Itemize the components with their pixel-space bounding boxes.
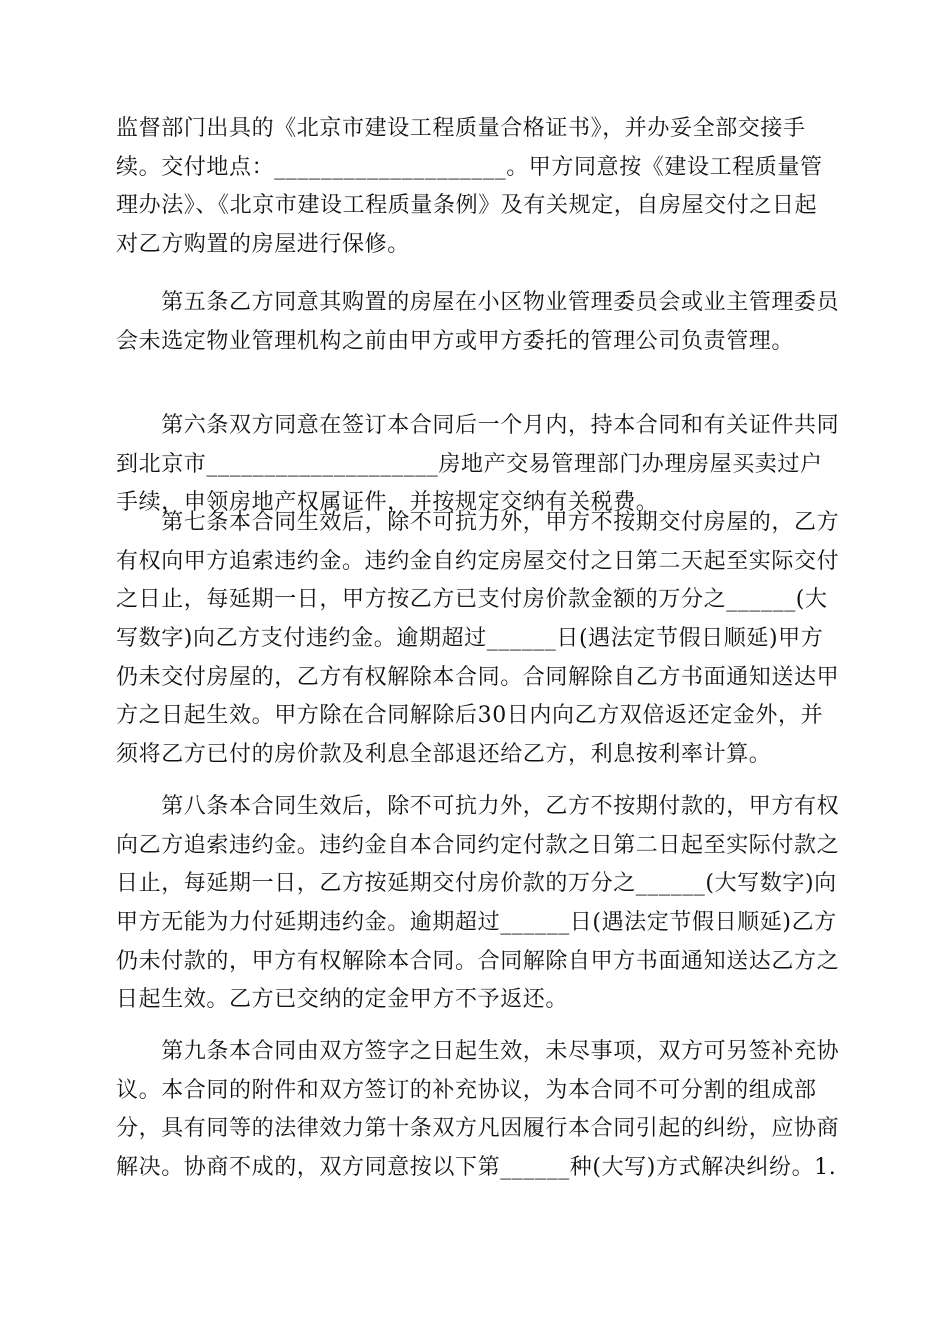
text-line: 写数字)向乙方支付违约金。逾期超过______日(遇法定节假日顺延)甲方 (116, 626, 824, 652)
text-line: 对乙方购置的房屋进行保修。 (116, 232, 410, 258)
text-line: 仍未付款的，甲方有权解除本合同。合同解除自甲方书面通知送达乙方之 (116, 948, 840, 974)
text-line: 须将乙方已付的房价款及利息全部退还给乙方，利息按利率计算。 (116, 742, 772, 768)
paragraph-article-9 (116, 1033, 840, 1188)
text-line: 续。交付地点：____________________。甲方同意按《建设工程质量管 (116, 154, 823, 180)
text-line: 甲方无能为力付延期违约金。逾期超过______日(遇法定节假日顺延)乙方 (116, 910, 837, 936)
text-line: 第七条本合同生效后，除不可抗力外，甲方不按期交付房屋的，乙方 (116, 510, 840, 535)
text-line: 向乙方追索违约金。违约金自本合同约定付款之日第二日起至实际付款之 (116, 832, 840, 858)
text-line: 分，具有同等的法律效力第十条双方凡因履行本合同引起的纠纷，应协商 (116, 1116, 840, 1142)
paragraph-article-7 (116, 504, 840, 775)
text-line: 解决。协商不成的，双方同意按以下第______种(大写)方式解决纠纷。1. (116, 1155, 837, 1181)
text-line: 到北京市____________________房地产交易管理部门办理房屋买卖过户 (116, 451, 823, 477)
text-line: 之日止，每延期一日，甲方按乙方已支付房价款金额的万分之______(大 (116, 587, 828, 613)
paragraph-article-8 (116, 788, 840, 1020)
text-line: 方之日起生效。甲方除在合同解除后30日内向乙方双倍返还定金外，并 (116, 703, 824, 729)
paragraph-article-4-continued (116, 110, 836, 265)
text-line: 第五条乙方同意其购置的房屋在小区物业管理委员会或业主管理委员 (116, 290, 840, 315)
text-line: 监督部门出具的《北京市建设工程质量合格证书》，并办妥全部交接手 (116, 116, 806, 141)
text-line: 理办法》、《北京市建设工程质量条例》及有关规定，自房屋交付之日起 (116, 193, 818, 219)
text-line: 会未选定物业管理机构之前由甲方或甲方委托的管理公司负责管理。 (116, 328, 795, 354)
text-line: 议。本合同的附件和双方签订的补充协议，为本合同不可分割的组成部 (116, 1077, 817, 1103)
text-line: 日止，每延期一日，乙方按延期交付房价款的万分之______(大写数字)向 (116, 871, 837, 897)
text-line: 手续，申领房地产权属证件，并按规定交纳有关税费。 (116, 490, 659, 516)
text-line: 仍未交付房屋的，乙方有权解除本合同。合同解除自乙方书面通知送达甲 (116, 664, 840, 690)
text-line: 第六条双方同意在签订本合同后一个月内，持本合同和有关证件共同 (116, 413, 840, 438)
text-line: 有权向甲方追索违约金。违约金自约定房屋交付之日第二天起至实际交付 (116, 548, 840, 574)
paragraph-article-5 (116, 284, 840, 361)
text-line: 日起生效。乙方已交纳的定金甲方不予返还。 (116, 987, 569, 1013)
text-line: 第九条本合同由双方签字之日起生效，未尽事项，双方可另签补充协 (116, 1039, 840, 1064)
text-line: 第八条本合同生效后，除不可抗力外，乙方不按期付款的，甲方有权 (116, 794, 840, 819)
